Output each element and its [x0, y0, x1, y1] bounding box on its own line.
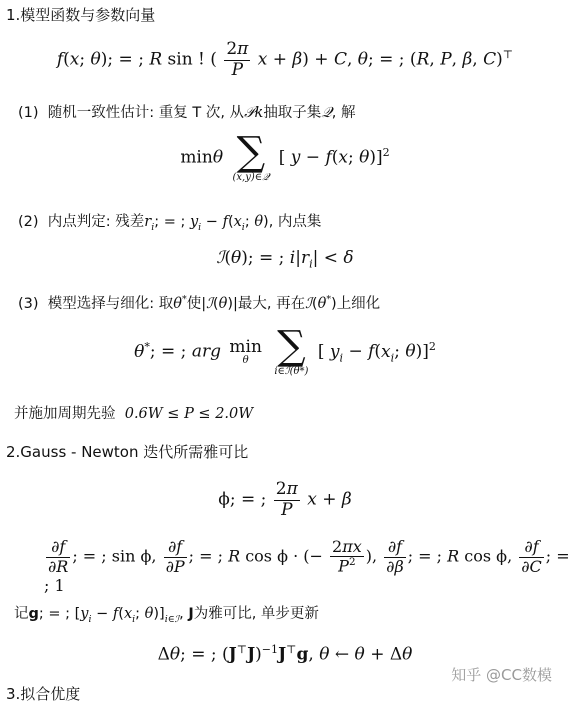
- formula-partials: $\frac{\partial f}{\partial R}$ ; = ; sin ϕ, $\frac{\partial f}{\partial P}$ ; = ; R cos ϕ · (− $\frac{2\pi x}{P^2}$ ), $\frac{\partial f}{\partial\beta}$ ; = ; R cos ϕ, $\frac{\partial f}{\partial C}$ ; = ; 1: [44, 537, 570, 596]
- jacobian-note-lead: 记: [14, 606, 29, 622]
- zhihu-watermark: 知乎 @CC数模: [451, 666, 552, 684]
- step-3-marker: (3): [18, 296, 39, 312]
- formula-phi: ϕ; = ; $\frac{2\pi}{P}$ x + β: [218, 479, 352, 520]
- formula-inlier-set: ℐ(θ); = ; $i|r_i| < \delta$: [216, 248, 354, 271]
- formula-model: f(x; θ); = ; R sin ! ( $\frac{2\pi}{P}$ x + β) + C, θ; = ; (R, P, β, C)⊤: [56, 39, 514, 80]
- step-3-mid1: 使|: [186, 296, 207, 312]
- step-3-end: 上细化: [336, 296, 381, 312]
- formula-argmin: θ*; = ; arg min θ ∑ i∈ℐ(θ*) [ $y_i - f(x_i$; θ)]$^2$: [134, 323, 436, 377]
- section-3-title: 3.拟合优度: [6, 685, 81, 703]
- step-2-marker: (2): [18, 214, 39, 230]
- period-prior-text: 并施加周期先验 0.6W ≤ P ≤ 2.0W: [14, 406, 254, 422]
- formula-gn-update: Δθ; = ; $(J^⊤J)^{-1}J^⊤g$, θ ← θ + Δθ: [157, 643, 413, 665]
- step-2-end: , 内点集: [268, 214, 322, 230]
- section-1-title: 1.模型函数与参数向量: [6, 6, 156, 24]
- jacobian-note: 记g; = ; [$y_i - f(x_i$; $\theta)]_{i\in ℐ}$, J为雅可比, 单步更新: [14, 606, 319, 625]
- jacobian-note-mid: 为雅可比, 单步更新: [193, 606, 319, 622]
- formula-min-subset: minθ ∑ (x,y)∈𝒬 [ y − f(x; θ)]$^2$: [180, 129, 390, 183]
- step-1-text: (1) 随机一致性估计: 重复 T 次, 从𝒫k抽取子集𝒬, 解: [18, 105, 356, 121]
- section-2-title: 2.Gauss - Newton 迭代所需雅可比: [6, 443, 249, 461]
- step-1-marker: (1): [18, 105, 39, 121]
- step-3-lead: 模型选择与细化: 取: [47, 296, 174, 312]
- period-prior-label: 并施加周期先验: [14, 406, 116, 422]
- step-1-lead: 随机一致性估计: 重复 T 次, 从: [47, 105, 245, 121]
- step-2-lead: 内点判定: 残差: [47, 214, 145, 230]
- step-1-end: , 解: [331, 105, 356, 121]
- step-3-text: (3) 模型选择与细化: 取θ*使|ℐ(θ)|最大, 再在ℐ(θ*)上细化: [18, 294, 381, 312]
- step-2-text: (2) 内点判定: 残差$r_i$; = ; $y_i - f(x_i$; θ), 内点集: [18, 214, 322, 233]
- step-1-mid: 抽取子集: [263, 105, 322, 121]
- step-3-mid2: |最大, 再在: [232, 296, 306, 312]
